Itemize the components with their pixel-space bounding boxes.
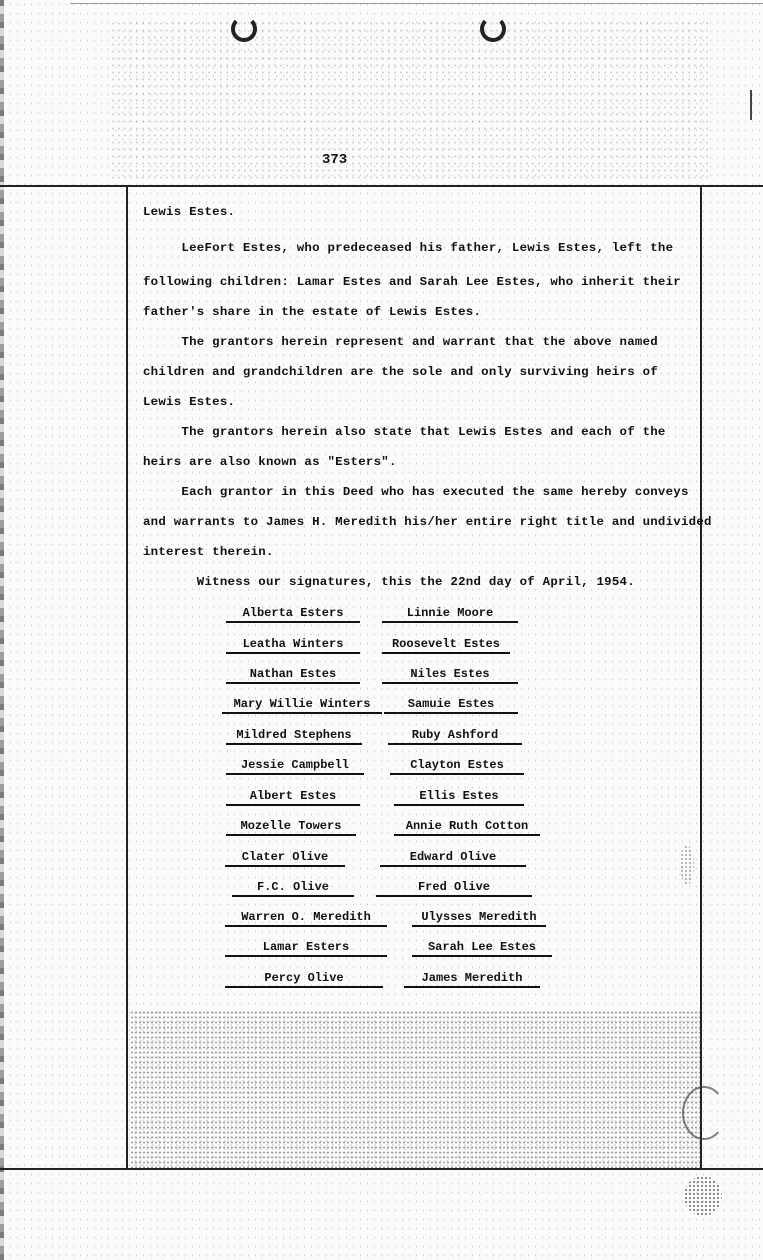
signature-line: Warren O. Meredith (225, 910, 387, 927)
signature-line: Ruby Ashford (388, 728, 522, 745)
paragraph-line: father's share in the estate of Lewis Estes. (143, 305, 482, 319)
scan-noise-top (110, 20, 710, 180)
paragraph-line: Lewis Estes. (143, 205, 236, 219)
margin-mark (750, 90, 752, 120)
paragraph-line: interest therein. (143, 545, 274, 559)
signature-line: Alberta Esters (226, 606, 360, 623)
signature-line: Nathan Estes (226, 667, 360, 684)
left-margin-rule (126, 185, 128, 1169)
paragraph-line: Lewis Estes. (143, 395, 236, 409)
signature-line: Linnie Moore (382, 606, 518, 623)
signature-line: Niles Estes (382, 667, 518, 684)
scan-noise-bottom (130, 1010, 700, 1168)
paragraph-line: The grantors herein represent and warrant that the above named (143, 335, 658, 349)
paragraph-line: children and grandchildren are the sole and only surviving heirs of (143, 365, 658, 379)
smudge (680, 845, 694, 885)
header-rule (0, 185, 763, 187)
signature-line: James Meredith (404, 971, 540, 988)
binder-hole-icon (682, 1086, 726, 1140)
signature-line: Clayton Estes (390, 758, 524, 775)
signature-line: Sarah Lee Estes (412, 940, 552, 957)
paragraph-line: following children: Lamar Estes and Sarah Lee Estes, who inherit their (143, 275, 681, 289)
signature-line: Percy Olive (225, 971, 383, 988)
paragraph-line: LeeFort Estes, who predeceased his father, Lewis Estes, left the (143, 241, 674, 255)
right-margin-rule (700, 185, 702, 1169)
signature-line: Albert Estes (226, 789, 360, 806)
signature-line: Jessie Campbell (226, 758, 364, 775)
paragraph-line: heirs are also known as "Esters". (143, 455, 397, 469)
signature-line: Samuie Estes (384, 697, 518, 714)
paragraph-line: Witness our signatures, this the 22nd day of April, 1954. (143, 575, 635, 589)
footer-rule (0, 1168, 763, 1170)
binder-hole-icon (231, 16, 257, 42)
signature-line: Annie Ruth Cotton (394, 819, 540, 836)
page-edge (0, 0, 4, 1260)
signature-line: Mozelle Towers (226, 819, 356, 836)
signature-line: Ellis Estes (394, 789, 524, 806)
signature-line: Roosevelt Estes (382, 637, 510, 654)
signature-line: Mary Willie Winters (222, 697, 382, 714)
page-number: 373 (322, 152, 348, 168)
signature-line: Mildred Stephens (226, 728, 362, 745)
signature-line: Fred Olive (376, 880, 532, 897)
signature-line: F.C. Olive (232, 880, 354, 897)
signature-line: Edward Olive (380, 850, 526, 867)
signature-line: Clater Olive (225, 850, 345, 867)
paragraph-line: Each grantor in this Deed who has executed the same hereby conveys (143, 485, 689, 499)
binder-hole-icon (684, 1176, 722, 1216)
paragraph-line: and warrants to James H. Meredith his/her entire right title and undivided (143, 515, 712, 529)
paragraph-line: The grantors herein also state that Lewis Estes and each of the (143, 425, 666, 439)
signature-line: Ulysses Meredith (412, 910, 546, 927)
signature-line: Leatha Winters (226, 637, 360, 654)
top-edge-line (70, 3, 763, 4)
binder-hole-icon (480, 16, 506, 42)
signature-line: Lamar Esters (225, 940, 387, 957)
